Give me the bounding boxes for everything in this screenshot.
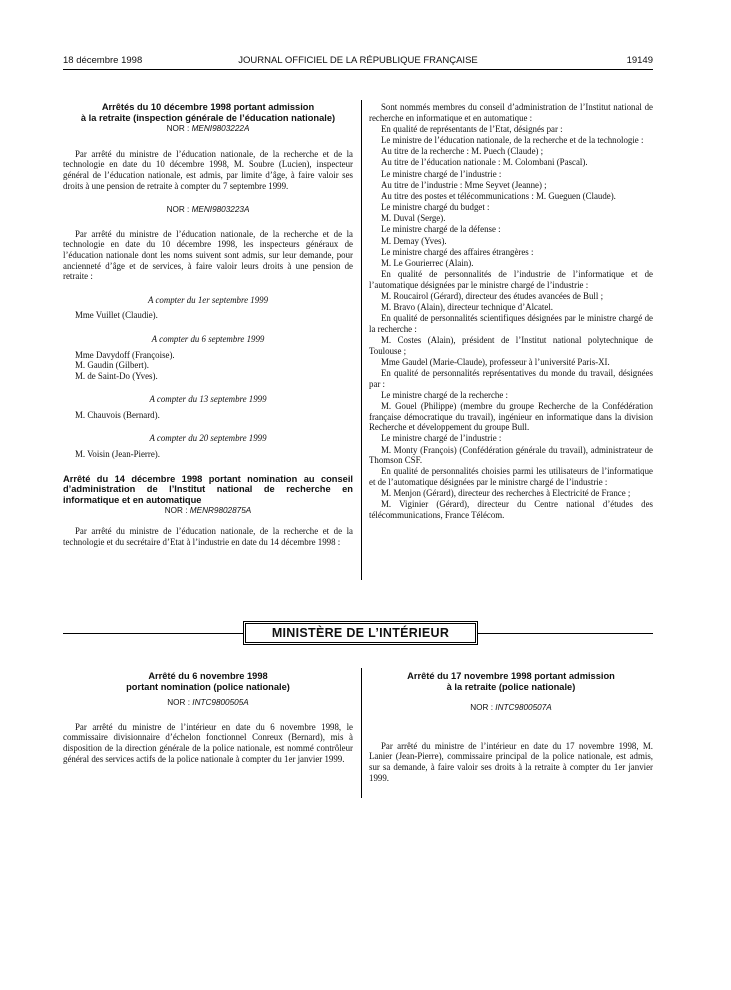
council-member-line: Au titre de l’éducation nationale : M. Colombani (Pascal).: [381, 157, 588, 168]
effective-date: A compter du 1er septembre 1999: [147, 294, 269, 305]
nor-code: INTC9800507A: [495, 703, 552, 713]
council-member-line: M. Roucairol (Gérard), directeur des études avancées de Bull ;: [381, 291, 604, 301]
council-member-line: Au titre de la recherche : M. Puech (Claude) ;: [381, 146, 544, 157]
column-separator: [361, 100, 362, 580]
bottom-left-column: [63, 671, 353, 764]
council-member-line: Le ministre de l’éducation nationale, de la recherche et de la technologie :: [381, 134, 644, 145]
council-member-line: M. Monty (François) (Confédération générale du travail), administrateur de Thomson CSF.: [369, 444, 653, 466]
council-member-line: Au titre des postes et télécommunications : M. Gueguen (Claude).: [381, 190, 616, 201]
name-entry: M. Voisin (Jean-Pierre).: [75, 449, 160, 460]
nor-reference: [369, 703, 653, 714]
council-member-line: M. Bravo (Alain), directeur technique d’Alcatel.: [381, 302, 554, 313]
page-header: [63, 55, 653, 69]
council-member-line: En qualité de personnalités de l’industrie de l’informatique et de l’automatique désignées par le ministre chargé de l’industrie :: [369, 269, 653, 290]
article-title-line: à la retraite (inspection générale de l’éducation nationale): [80, 112, 336, 123]
article-title-line: Arrêtés du 10 décembre 1998 portant admission: [101, 102, 315, 112]
article-title: Arrêté du 14 décembre 1998 portant nomination au conseil d’administration de l’Institut national de recherche en informatique et en automatique: [63, 473, 353, 505]
council-member-line: En qualité de représentants de l’Etat, désignés par :: [381, 123, 563, 134]
council-member-line: En qualité de personnalités choisies parmi les utilisateurs de l’informatique et de l’automatique désignées par le ministre chargé de l’industrie :: [369, 466, 653, 488]
council-member-line: M. Costes (Alain), président de l’Institut national polytechnique de Toulouse ;: [369, 335, 653, 356]
council-member-line: Le ministre chargé de l’industrie :: [381, 433, 502, 444]
ministry-heading: MINISTÈRE DE L’INTÉRIEUR: [243, 621, 478, 645]
name-entry: M. Chauvois (Bernard).: [75, 409, 160, 420]
nor-code: MENI9803223A: [191, 205, 250, 215]
council-member-line: En qualité de personnalités représentatives du monde du travail, désignées par :: [369, 368, 653, 389]
article-paragraph: Par arrêté du ministre de l’éducation nationale, de la recherche et de la technologie en date du 10 décembre 1998, les inspecteurs généraux de l’éducation nationale dont les noms suivent sont admis, sur leur demande, pour ancienneté d’âge et de services, à faire valoir leurs droits à une pension de retraite :: [63, 228, 353, 282]
council-member-line: M. Le Gourierrec (Alain).: [381, 258, 474, 269]
nor-code: MENI9803222A: [191, 124, 250, 134]
council-member-line: Le ministre chargé de la recherche :: [381, 389, 508, 400]
effective-date: A compter du 13 septembre 1999: [149, 394, 267, 405]
article-title: [63, 671, 353, 692]
council-member-line: M. Duval (Serge).: [381, 213, 446, 224]
article-title-line: Arrêté du 6 novembre 1998: [148, 671, 268, 681]
nor-label: NOR :: [167, 698, 191, 708]
effective-date: A compter du 6 septembre 1999: [151, 333, 265, 344]
council-member-line: M. Demay (Yves).: [381, 235, 447, 246]
article-title: [369, 671, 653, 692]
article-title: [63, 102, 353, 123]
nor-label: NOR :: [470, 703, 494, 713]
nor-label: NOR :: [166, 124, 190, 134]
council-member-line: Sont nommés membres du conseil d’administration de l’Institut national de recherche en informatique et en automatique :: [369, 102, 653, 123]
council-member-line: Au titre de l’industrie : Mme Seyvet (Jeanne) ;: [381, 179, 547, 190]
header-journal-title: JOURNAL OFFICIEL DE LA RÉPUBLIQUE FRANÇAISE: [238, 55, 478, 66]
section-rule: [478, 633, 653, 634]
council-member-line: Mme Gaudel (Marie-Claude), professeur à l’université Paris-XI.: [381, 356, 610, 367]
nor-reference: [63, 506, 353, 517]
council-member-line: Le ministre chargé des affaires étrangères :: [381, 246, 534, 257]
council-member-line: M. Viginier (Gérard), directeur du Centre national d’études des télécommunications, France Télécom.: [369, 499, 653, 520]
name-entry: M. Gaudin (Gilbert).: [75, 360, 149, 371]
nor-code: INTC9800505A: [192, 698, 249, 708]
effective-date: A compter du 20 septembre 1999: [149, 433, 267, 444]
article-paragraph: Par arrêté du ministre de l’intérieur en date du 6 novembre 1998, le commissaire divisionnaire d’échelon fonctionnel Conreux (Bernard), mis à disposition de la direction générale de la police nationale, est nommé contrôleur général des services actifs de la police nationale à compter du 1er janvier 1999.: [63, 721, 353, 764]
column-separator: [361, 668, 362, 798]
left-column: [63, 102, 353, 547]
council-member-line: Le ministre chargé de la défense :: [381, 224, 501, 235]
name-entry: Mme Vuillet (Claudie).: [75, 310, 158, 321]
name-entry: Mme Davydoff (Françoise).: [75, 349, 175, 360]
article-paragraph: Par arrêté du ministre de l’éducation nationale, de la recherche et de la technologie en date du 10 décembre 1998, M. Soubre (Lucien), inspecteur général de l’éducation nationale, est admis, par limite d’âge, à faire valoir ses droits à une pension de retraite à compter du 7 septembre 1999.: [63, 148, 353, 191]
nor-reference: [63, 205, 353, 216]
council-member-line: M. Menjon (Gérard), directeur des recherches à Electricité de France ;: [381, 488, 631, 499]
nor-label: NOR :: [164, 506, 188, 516]
nor-code: MENR9802875A: [189, 506, 252, 516]
article-paragraph: Par arrêté du ministre de l’intérieur en date du 17 novembre 1998, M. Lanier (Jean-Pierre), commissaire principal de la police nationale, est admis, sur sa demande, à faire valoir ses droits à la retraite à compter du 1er janvier 1999.: [369, 740, 653, 783]
article-paragraph: Par arrêté du ministre de l’éducation nationale, de la recherche et de la technologie et du secrétaire d’Etat à l’industrie en date du 14 décembre 1998 :: [63, 526, 353, 547]
nor-label: NOR :: [166, 205, 190, 215]
header-date: 18 décembre 1998: [63, 55, 143, 66]
section-rule: [63, 633, 243, 634]
right-column: [369, 102, 653, 521]
nor-reference: [63, 124, 353, 135]
header-page-number: 19149: [626, 55, 653, 66]
article-title-line: Arrêté du 17 novembre 1998 portant admission: [407, 671, 615, 681]
council-member-line: M. Gouel (Philippe) (membre du groupe Recherche de la Confédération française démocratique du travail), ingénieur en informatique dans la division Recherche et développement du groupe Bull.: [369, 401, 653, 433]
name-entry: M. de Saint-Do (Yves).: [75, 370, 158, 381]
council-member-line: En qualité de personnalités scientifiques désignées par le ministre chargé de la recherche :: [369, 313, 653, 334]
council-member-line: Le ministre chargé de l’industrie :: [381, 168, 502, 179]
bottom-right-column: [369, 671, 653, 783]
council-member-line: Le ministre chargé du budget :: [381, 202, 490, 213]
article-title-line: à la retraite (police nationale): [446, 681, 576, 692]
nor-reference: [63, 698, 353, 709]
header-rule: [63, 69, 653, 70]
article-title-line: portant nomination (police nationale): [126, 681, 290, 692]
